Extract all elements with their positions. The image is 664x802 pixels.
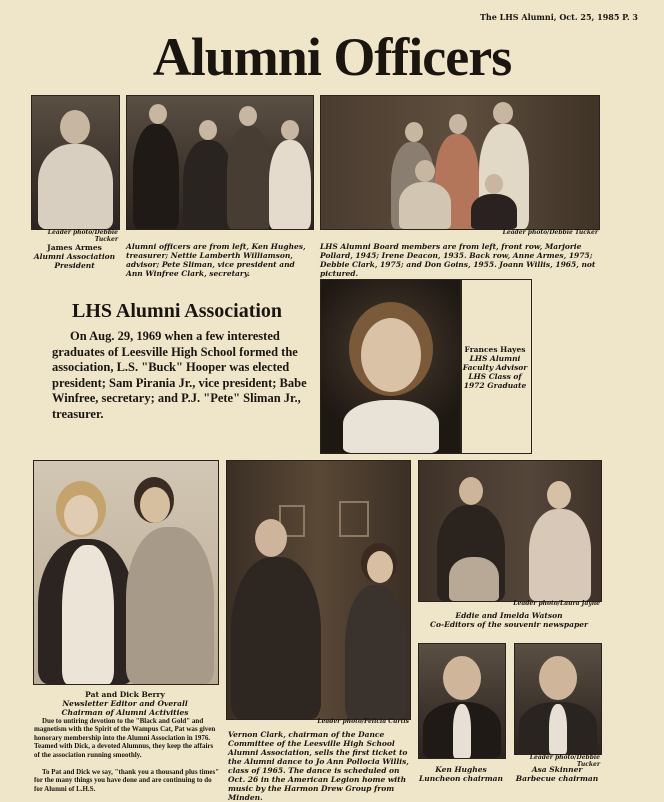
page-title: Alumni Officers xyxy=(152,27,512,87)
caption-hughes xyxy=(412,765,510,783)
role-skinner: Barbecue chairman xyxy=(515,774,599,783)
name-hayes: Frances Hayes xyxy=(464,345,526,354)
name-skinner: Asa Skinner xyxy=(531,765,583,774)
photo-pat-dick-berry xyxy=(33,460,219,685)
photo-board-members xyxy=(320,95,600,230)
photo-vernon-clark xyxy=(226,460,411,720)
caption-watson xyxy=(418,611,600,629)
running-header: The LHS Alumni, Oct. 25, 1985 P. 3 xyxy=(479,12,638,22)
berry-line-2: Chairman of Alumni Activities xyxy=(61,708,189,717)
hayes-line-2: Faculty Advisor xyxy=(462,363,528,372)
role-watson: Co-Editors of the souvenir newspaper xyxy=(430,620,588,629)
photo-james-armes xyxy=(31,95,120,230)
caption-skinner xyxy=(508,765,606,783)
photo-eddie-imelda-watson xyxy=(418,460,602,602)
berry-paragraph-1: Due to untiring devotion to the "Black and Gold" and magnetism with the Spirit of the Wampus Cat, Pat was given honorary membership into the Alumni Association in 1976. Teamed with Dick, a devoted Alumnus, they keep the affairs of the association running smoothly. xyxy=(34,717,216,759)
hayes-line-1: LHS Alumni xyxy=(469,354,521,363)
caption-armes xyxy=(28,243,121,270)
photo-alumni-officers xyxy=(126,95,314,230)
credit-skinner: Leader photo/Debbie Tucker xyxy=(529,754,600,768)
photo-ken-hughes xyxy=(418,643,506,759)
name-watson: Eddie and Imelda Watson xyxy=(455,611,563,620)
role-hughes: Luncheon chairman xyxy=(419,774,503,783)
credit-clark: Leader photo/Felicia Curtis xyxy=(317,718,409,725)
photo-frances-hayes xyxy=(320,279,462,454)
role-armes-1: Alumni Association xyxy=(33,252,116,261)
name-hughes: Ken Hughes xyxy=(435,765,487,774)
caption-officers: Alumni officers are from left, Ken Hughes, treasurer; Nettie Lamberth Williamson, advisor; Pete Sliman, vice president and Ann Winfree Clark, secretary. xyxy=(126,242,306,278)
berry-paragraph-2: To Pat and Dick we say, "thank you a thousand plus times" for the many things you have done and are continuing to do for Alumni of L.H.S. xyxy=(34,768,220,793)
caption-berry xyxy=(30,690,220,717)
name-berry: Pat and Dick Berry xyxy=(85,690,165,699)
credit-armes: Leader photo/Debbie Tucker xyxy=(47,229,118,243)
association-body: On Aug. 29, 1969 when a few interested graduates of Leesville High School formed the association, L.S. "Buck" Hooper was elected president; Sam Pirania Jr., vice president; Babe Winfree, secretary; and P.J. "Pete" Sliman Jr., treasurer. xyxy=(52,329,307,421)
hayes-line-4: 1972 Graduate xyxy=(463,381,527,390)
credit-watson: Leader photo/Laura Jayne xyxy=(513,600,600,607)
berry-line-1: Newsletter Editor and Overall xyxy=(62,699,188,708)
name-armes: James Armes xyxy=(47,243,102,252)
caption-hayes xyxy=(462,345,528,390)
caption-clark: Vernon Clark, chairman of the Dance Committee of the Leesville High School Alumni Association, sells the first ticket to the Alumni dance to Jo Ann Pollocia Willis, class of 1965. The dance is scheduled on Oct. 26 in the American Legion home with music by the Harmon Drew Group from Minden. xyxy=(228,730,409,802)
caption-board: LHS Alumni Board members are from left, front row, Marjorie Pollard, 1945; Irene Deacon, 1935. Back row, Anne Armes, 1975; Debbie Clark, 1975; and Don Goins, 1955. Joann Willis, 1965, not pictured. xyxy=(320,242,596,278)
credit-board: Leader photo/Debbie Tucker xyxy=(502,229,598,236)
role-armes-2: President xyxy=(54,261,95,270)
association-heading: LHS Alumni Association xyxy=(72,300,283,322)
photo-asa-skinner xyxy=(514,643,602,755)
hayes-line-3: LHS Class of xyxy=(468,372,522,381)
